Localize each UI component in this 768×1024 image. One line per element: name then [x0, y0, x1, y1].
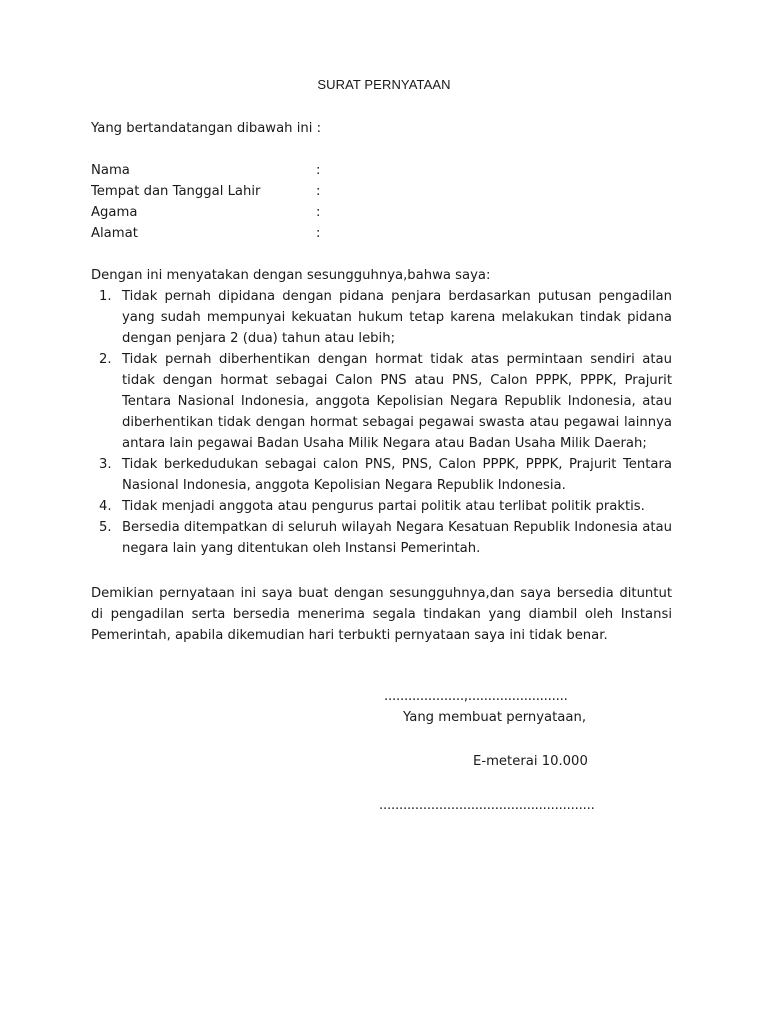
list-item	[91, 517, 672, 559]
list-number: 3.	[99, 457, 112, 472]
list-item	[91, 349, 672, 454]
list-item-text: Tidak berkedudukan sebagai calon PNS, PNS, Calon PPPK, PPPK, Prajurit Tentara Nasional Indonesia, anggota Kepolisian Negara Republik Indonesia.	[122, 457, 672, 493]
list-number: 1.	[99, 289, 112, 304]
statement-list	[91, 286, 672, 559]
list-item	[91, 454, 672, 496]
list-item-text: Tidak pernah dipidana dengan pidana penjara berdasarkan putusan pengadilan yang sudah mempunyai kekuatan hukum tetap karena melakukan tindak pidana dengan penjara 2 (dua) tahun atau lebih;	[122, 289, 672, 346]
signer-label: Yang membuat pernyataan,	[403, 710, 587, 725]
statement-text: Dengan ini menyatakan dengan sesungguhnya,bahwa saya:	[91, 268, 491, 283]
list-item-text: Bersedia ditempatkan di seluruh wilayah Negara Kesatuan Republik Indonesia atau negara lain yang ditentukan oleh Instansi Pemerintah.	[122, 520, 672, 556]
signature-name-line: ......................................................	[379, 798, 595, 813]
field-colon: :	[316, 205, 321, 220]
field-colon: :	[316, 184, 321, 199]
field-colon: :	[316, 226, 321, 241]
list-item	[91, 286, 672, 349]
list-item	[91, 496, 672, 517]
list-item-text: Tidak menjadi anggota atau pengurus partai politik atau terlibat politik praktis.	[122, 499, 645, 514]
list-number: 2.	[99, 352, 112, 367]
closing-paragraph: Demikian pernyataan ini saya buat dengan sesungguhnya,dan saya bersedia dituntut di pengadilan serta bersedia menerima segala tindakan yang diambil oleh Instansi Pemerintah, apabila dikemudian hari terbukti pernyataan saya ini tidak benar.	[91, 586, 672, 643]
list-number: 5.	[99, 520, 112, 535]
list-item-text: Tidak pernah diberhentikan dengan hormat tidak atas permintaan sendiri atau tidak dengan hormat sebagai Calon PNS atau PNS, Calon PPPK, PPPK, Prajurit Tentara Nasional Indonesia, anggota Kepolisian Negara Republik Indonesia, atau diberhentikan tidak dengan hormat sebagai pegawai swasta atau pegawai lainnya antara lain pegawai Badan Usaha Milik Negara atau Badan Usaha Milik Daerah;	[122, 352, 672, 451]
place-date-line: ....................,.........................	[384, 689, 568, 704]
field-colon: :	[316, 163, 321, 178]
field-label: Nama	[91, 163, 130, 178]
field-label: Alamat	[91, 226, 138, 241]
document-title: SURAT PERNYATAAN	[317, 77, 451, 92]
intro-text: Yang bertandatangan dibawah ini :	[91, 121, 322, 136]
field-label: Agama	[91, 205, 138, 220]
field-label: Tempat dan Tanggal Lahir	[91, 184, 261, 199]
emeterai-label: E-meterai 10.000	[473, 754, 588, 769]
list-number: 4.	[99, 499, 112, 514]
